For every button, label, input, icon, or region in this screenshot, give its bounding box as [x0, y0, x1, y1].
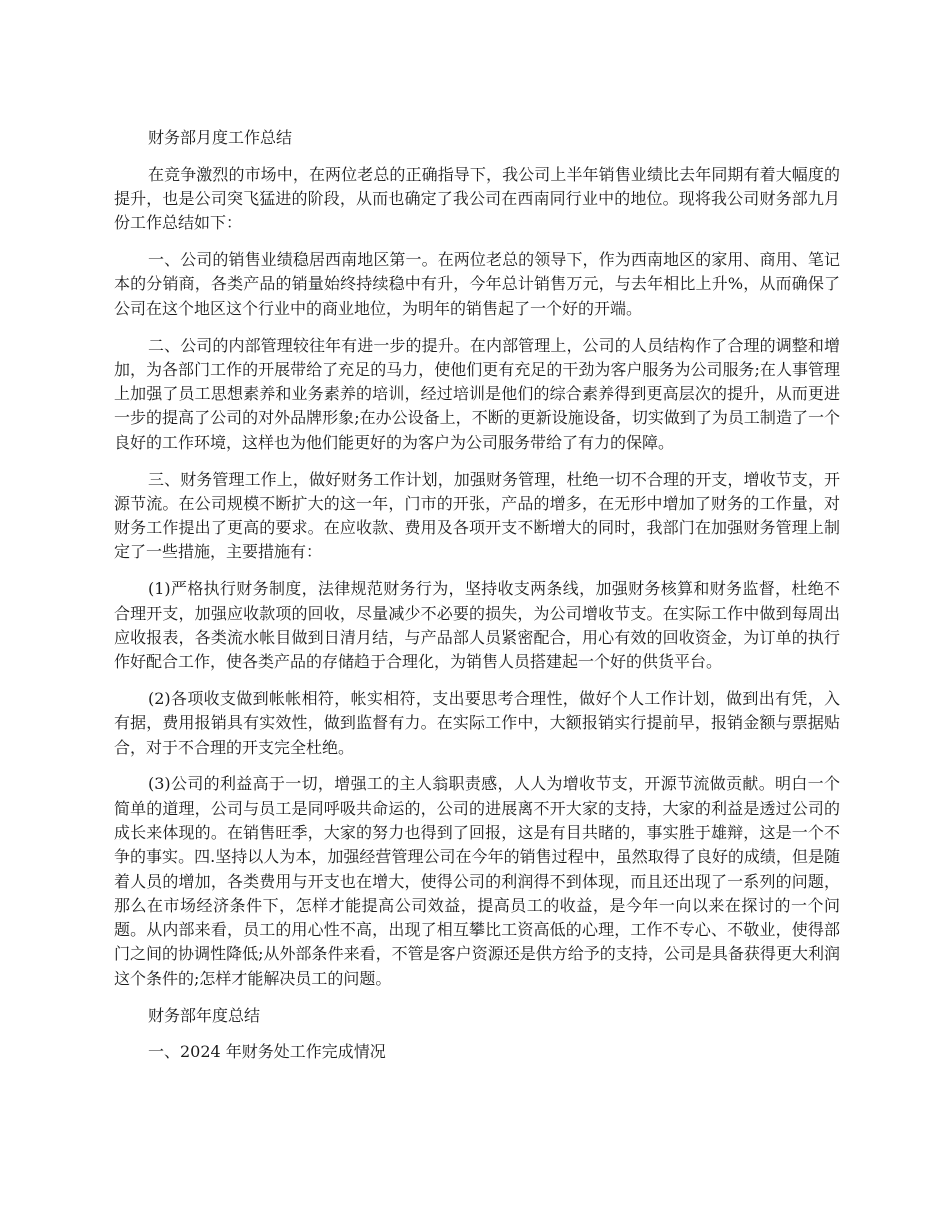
paragraph-measure-3: (3)公司的利益高于一切，增强工的主人翁职责感，人人为增收节支，开源节流做贡献。明白一个简单的道理，公司与员工是同呼吸共命运的，公司的进展离不开大家的支持，大家的利益是透过公司的成长来体现的。在销售旺季，大家的努力也得到了回报，这是有目共睹的，事实胜于雄辩，这是一个不争的事实。四.坚持以人为本，加强经营管理公司在今年的销售过程中，虽然取得了良好的成绩，但是随着人员的增加，各类费用与开支也在增大，使得公司的利润得不到体现，而且还出现了一系列的问题，那么在市场经济条件下，怎样才能提高公司效益，提高员工的收益，是今年一向以来在探讨的一个问题。从内部来看，员工的用心性不高，出现了相互攀比工资高低的心理，工作不专心、不敬业，使得部门之间的协调性降低;从外部条件来看，不管是客户资源还是供方给予的支持，公司是具备获得更大利润这个条件的;怎样才能解决员工的问题。	[114, 774, 840, 988]
section-title: 财务部年度总结	[148, 1005, 261, 1025]
paragraph-measure-1: (1)严格执行财务制度，法律规范财务行为，坚持收支两条线，加强财务核算和财务监督，杜绝不合理开支，加强应收款项的回收，尽量减少不必要的损失，为公司增收节支。在实际工作中做到每周出应收报表，各类流水帐目做到日清月结，与产品部人员紧密配合，用心有效的回收资金，为订单的执行作好配合工作，使各类产品的存储趋于合理化，为销售人员搭建起一个好的供货平台。	[114, 579, 840, 672]
paragraph-management: 二、公司的内部管理较往年有进一步的提升。在内部管理上，公司的人员结构作了合理的调整和增加，为各部门工作的开展带给了充足的马力，使他们更有充足的干劲为客户服务为公司服务;在人事管理上加强了员工思想素养和业务素养的培训，经过培训是他们的综合素养得到更高层次的提升，从而更进一步的提高了公司的对外品牌形象;在办公设备上，不断的更新设施设备，切实做到了为员工制造了一个良好的工作环境，这样也为他们能更好的为客户为公司服务带给了有力的保障。	[114, 335, 840, 452]
document-title: 财务部月度工作总结	[148, 128, 293, 147]
paragraph-finance: 三、财务管理工作上，做好财务工作计划，加强财务管理，杜绝一切不合理的开支，增收节支，开源节流。在公司规模不断扩大的这一年，门市的开张，产品的增多，在无形中增加了财务的工作量，对财务工作提出了更高的要求。在应收款、费用及各项开支不断增大的同时，我部门在加强财务管理上制定了一些措施，主要措施有：	[114, 469, 840, 562]
paragraph-measure-2: (2)各项收支做到帐帐相符，帐实相符，支出要思考合理性，做好个人工作计划，做到出有凭，入有据，费用报销具有实效性，做到监督有力。在实际工作中，大额报销实行提前早，报销金额与票据贴合，对于不合理的开支完全杜绝。	[114, 688, 840, 757]
paragraph-sales: 一、公司的销售业绩稳居西南地区第一。在两位老总的领导下，作为西南地区的家用、商用、笔记本的分销商，各类产品的销量始终持续稳中有升，今年总计销售万元，与去年相比上升%，从而确保了公司在这个地区这个行业中的商业地位，为明年的销售起了一个好的开端。	[114, 250, 840, 318]
document-page	[114, 126, 840, 1077]
intro-paragraph: 在竞争激烈的市场中，在两位老总的正确指导下，我公司上半年销售业绩比去年同期有着大幅度的提升，也是公司突飞猛进的阶段，从而也确定了我公司在西南同行业中的地位。现将我公司财务部九月份工作总结如下：	[114, 164, 840, 233]
subsection-title: 一、2024 年财务处工作完成情况	[148, 1042, 386, 1062]
